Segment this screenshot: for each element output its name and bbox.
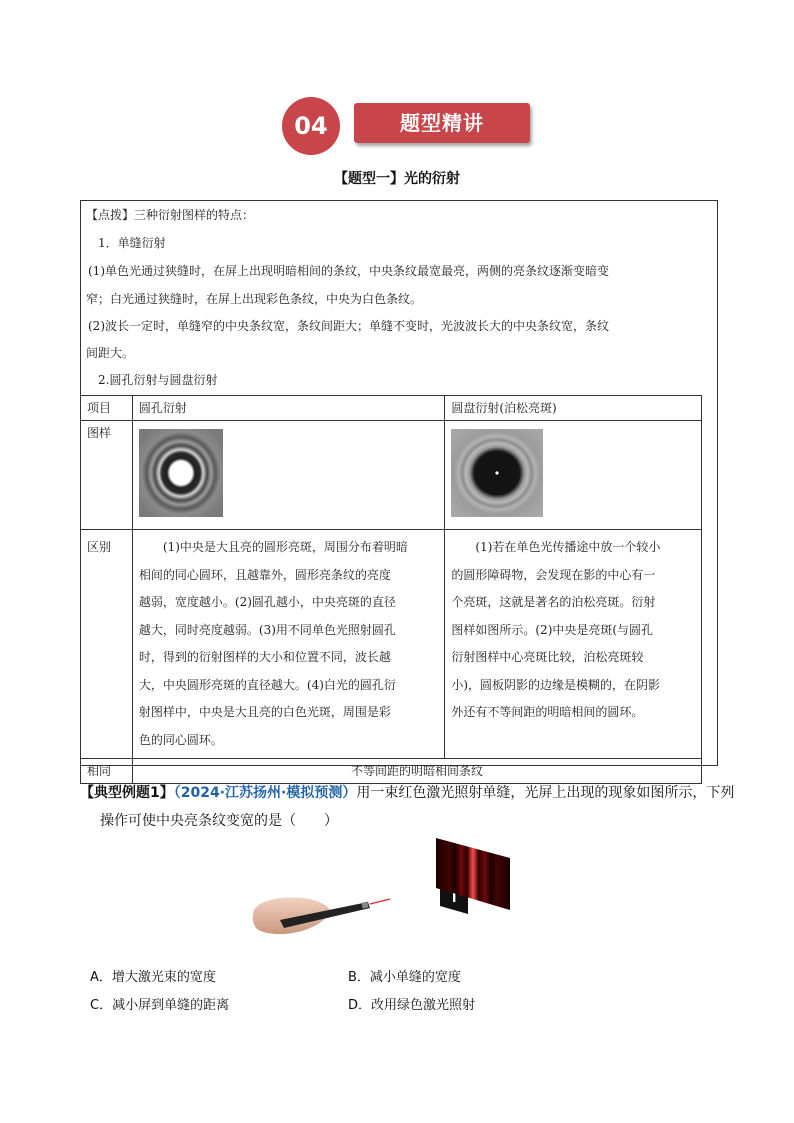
circular-hole-diffraction-image — [139, 429, 223, 517]
disk-description-cell — [445, 530, 702, 759]
diffraction-table — [80, 395, 702, 784]
option-c[interactable]: C．减小屏到单缝的距离 — [90, 998, 230, 1013]
tip-heading: 【点拨】三种衍射图样的特点： — [86, 208, 255, 222]
section-banner — [282, 97, 532, 155]
table-row — [81, 421, 702, 530]
example-source: （2024·江苏扬州·模拟预测） — [173, 785, 357, 801]
row-label-difference: 区别 — [81, 530, 133, 759]
tip-line: 窄；白光通过狭缝时，在屏上出现彩色条纹，中央为白色条纹。 — [86, 292, 423, 306]
hole-description-cell — [132, 530, 444, 759]
poisson-spot-image — [451, 429, 543, 517]
table-header-cell: 圆孔衍射 — [132, 396, 444, 421]
cell-line: 外还有不等间距的明暗相间的圆环。 — [451, 705, 644, 719]
hole-pattern-cell — [132, 421, 444, 530]
row-label-same: 相同 — [81, 759, 133, 784]
table-header-cell: 项目 — [81, 396, 133, 421]
tip-line: (1)单色光通过狭缝时，在屏上出现明暗相间的条纹，中央条纹最宽最亮，两侧的亮条纹逐渐变暗变 — [88, 264, 610, 278]
laser-beam — [370, 899, 390, 904]
cell-line: 图样如图所示。(2)中央是亮斑(与圆孔 — [451, 622, 654, 637]
tip-line: 间距大。 — [86, 346, 135, 360]
table-row — [81, 759, 702, 784]
tip-line: 2.圆孔衍射与圆盘衍射 — [98, 373, 218, 387]
example-stem-part2: 操作可使中央亮条纹变宽的是（ ） — [100, 813, 338, 829]
row-label-pattern: 图样 — [81, 421, 133, 530]
same-description-cell: 不等间距的明暗相间条纹 — [132, 759, 701, 784]
topic-title: 【题型一】光的衍射 — [334, 171, 460, 187]
cell-line: 时，得到的衍射图样的大小和位置不同，波长越 — [138, 650, 391, 664]
example-tag: 【典型例题1】 — [80, 785, 174, 801]
section-banner-bar — [354, 103, 530, 143]
example-question-stem — [80, 782, 734, 802]
section-banner-title: 题型精讲 — [400, 111, 484, 135]
cell-line: 越大，同时亮度越弱。(3)用不同单色光照射圆孔 — [138, 622, 396, 637]
table-row — [81, 396, 702, 421]
option-b[interactable]: B．减小单缝的宽度 — [348, 970, 461, 985]
laser-single-slit-figure — [250, 836, 550, 954]
cell-line: 色的同心圆环。 — [138, 732, 223, 747]
option-d[interactable]: D．改用绿色激光照射 — [348, 998, 476, 1013]
option-a[interactable]: A．增大激光束的宽度 — [90, 970, 216, 985]
example-stem-part1: 用一束红色激光照射单缝，光屏上出现的现象如图所示，下列 — [356, 785, 735, 801]
table-row — [81, 530, 702, 759]
cell-line: 射图样中，中央是大且亮的白色光斑，周围是彩 — [138, 705, 391, 719]
cell-line: 相间的同心圆环，且越靠外，圆形亮条纹的亮度 — [138, 567, 391, 582]
cell-line: 大，中央圆形亮斑的直径越大。(4)白光的圆孔衍 — [138, 677, 396, 692]
poisson-bright-spot — [496, 471, 499, 474]
table-header-cell: 圆盘衍射(泊松亮斑) — [445, 396, 702, 421]
disk-pattern-cell — [445, 421, 702, 530]
section-number: 04 — [294, 112, 328, 140]
cell-line: 越弱，宽度越小。(2)圆孔越小，中央亮斑的直径 — [138, 595, 396, 609]
tip-line: (2)波长一定时，单缝窄的中央条纹宽，条纹间距大；单缝不变时，光波波长大的中央条纹宽，条纹 — [88, 319, 610, 333]
cell-line: 衍射图样中心亮斑比较，泊松亮斑较 — [451, 650, 644, 664]
tip-line: 1．单缝衍射 — [98, 236, 166, 250]
cell-line: 小)，圆板阴影的边缘是模糊的，在阴影 — [451, 677, 661, 692]
cell-line: (1)若在单色光传播途中放一个较小 — [451, 540, 661, 554]
cell-line: 的圆形障碍物，会发现在影的中心有一 — [451, 567, 656, 582]
cell-line: 个亮斑，这就是著名的泊松亮斑。衍射 — [451, 595, 656, 609]
cell-line: (1)中央是大且亮的圆形亮斑，周围分布着明暗 — [138, 540, 408, 554]
